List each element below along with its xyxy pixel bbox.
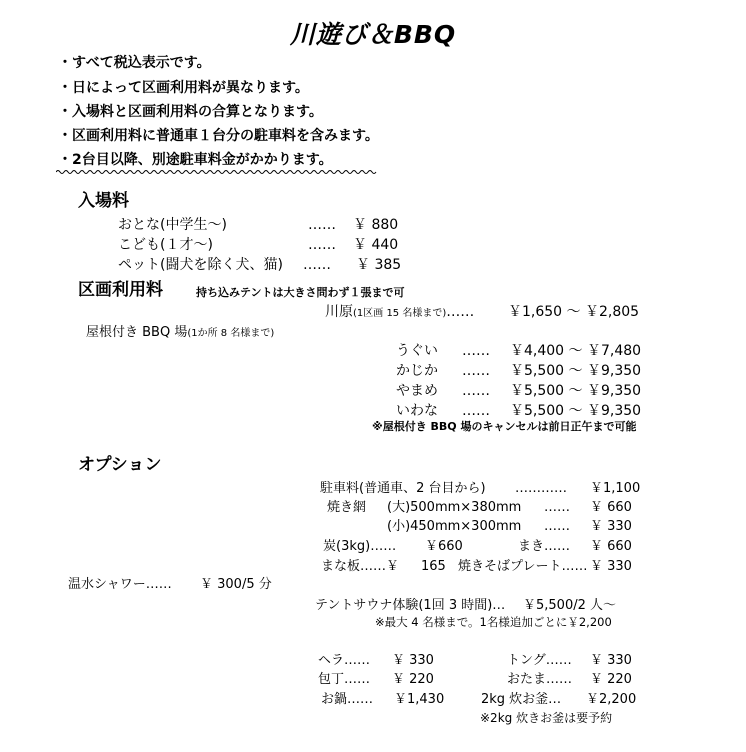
- note-item: ・区画利用料に普通車１台分の駐車料を含みます。: [58, 128, 379, 144]
- grill-small-price: ￥ 330: [590, 519, 632, 534]
- entry-dots: ……: [303, 257, 331, 273]
- knife-price: ￥ 220: [392, 672, 434, 687]
- roof-item-label: いわな: [396, 403, 438, 419]
- note-item: ・2台目以降、別途駐車料金がかかります。: [58, 152, 333, 168]
- charcoal-price: ￥660: [425, 539, 463, 554]
- hera-label: ヘラ……: [318, 653, 371, 668]
- board-price: 165: [421, 559, 446, 574]
- grill-large-price: ￥ 660: [590, 500, 632, 515]
- entry-price: ￥ 385: [356, 257, 402, 273]
- ladle-price: ￥ 220: [590, 672, 632, 687]
- cancel-note: ※屋根付き BBQ 場のキャンセルは前日正午まで可能: [372, 420, 637, 433]
- board-label: まな板……￥: [321, 559, 400, 574]
- entry-dots: ……: [308, 217, 336, 233]
- firewood-label: まき……: [518, 539, 571, 554]
- roof-label: [86, 326, 274, 339]
- wavy-underline: [56, 169, 378, 175]
- charcoal-label: 炭(3kg)……: [323, 539, 397, 554]
- entry-label: こども(１才～): [118, 237, 213, 253]
- kawahara-label: [325, 305, 474, 319]
- note-item: ・入場料と区画利用料の合算となります。: [58, 104, 323, 120]
- roof-item-dots: ……: [462, 363, 490, 379]
- roof-item-price: ￥5,500 ～ ￥9,350: [510, 363, 642, 379]
- sauna-label: テントサウナ体験(1回 3 時間)…: [315, 598, 506, 613]
- roof-item-price: ￥5,500 ～ ￥9,350: [510, 383, 642, 399]
- grill-small-label: (小)450mm×300mm: [387, 519, 522, 534]
- kawahara-capacity: (1区画 15 名様まで): [353, 308, 447, 319]
- knife-label: 包丁……: [318, 672, 371, 687]
- roof-item-price: ￥5,500 ～ ￥9,350: [510, 403, 642, 419]
- rice-note: ※2kg 炊きお釜は要予約: [480, 711, 613, 725]
- ladle-label: おたま……: [507, 672, 573, 687]
- yakisoba-price: ￥ 330: [590, 559, 632, 574]
- entry-label: おとな(中学生～): [118, 217, 227, 233]
- page-title: 川遊び＆BBQ: [289, 20, 457, 49]
- options-heading: オプション: [78, 455, 162, 475]
- sauna-note: ※最大 4 名様まで。1名様追加ごとに￥2,200: [375, 615, 612, 629]
- roof-item-label: うぐい: [396, 343, 438, 359]
- entry-dots: ……: [308, 237, 336, 253]
- roof-capacity: (1か所 8 名様まで): [187, 328, 275, 339]
- entry-heading: 入場料: [78, 191, 129, 211]
- kawahara-dots: ……: [446, 304, 475, 320]
- rice-label: 2kg 炊お釜…: [481, 692, 562, 707]
- yakisoba-label: 焼きそばプレート……: [458, 559, 588, 574]
- roof-item-label: かじか: [396, 363, 438, 379]
- tongs-label: トング……: [507, 653, 572, 668]
- note-item: ・すべて税込表示です。: [58, 55, 211, 71]
- roof-item-price: ￥4,400 ～ ￥7,480: [510, 343, 642, 359]
- grill-large-label: (大)500mm×380mm: [387, 500, 522, 515]
- parking-label: 駐車料(普通車、2 台目から): [320, 481, 486, 496]
- grill-label: 焼き網: [327, 500, 367, 515]
- section-heading: 区画利用料: [78, 280, 163, 300]
- note-item: ・日によって区画利用料が異なります。: [58, 80, 309, 96]
- parking-dots: …………: [515, 481, 567, 496]
- entry-price: ￥ 440: [353, 237, 399, 253]
- kawahara-name: 川原: [325, 304, 353, 320]
- roof-item-dots: ……: [462, 383, 490, 399]
- hera-price: ￥ 330: [392, 653, 434, 668]
- parking-price: ￥1,100: [590, 481, 641, 496]
- entry-label: ペット(闘犬を除く犬、猫): [118, 257, 283, 273]
- pot-price: ￥1,430: [394, 692, 445, 707]
- kawahara-price: ￥1,650 ～ ￥2,805: [508, 304, 640, 320]
- entry-price: ￥ 880: [353, 217, 399, 233]
- roof-item-label: やまめ: [396, 383, 438, 399]
- sauna-price: ￥5,500/2 人～: [523, 598, 616, 613]
- roof-name: 屋根付き BBQ 場: [86, 325, 188, 340]
- rice-price: ￥2,200: [586, 692, 637, 707]
- tongs-price: ￥ 330: [590, 653, 632, 668]
- shower-label: 温水シャワー……: [68, 577, 172, 592]
- roof-item-dots: ……: [462, 343, 490, 359]
- roof-item-dots: ……: [462, 403, 490, 419]
- shower-price: ￥ 300/5 分: [200, 577, 272, 592]
- pot-label: お鍋……: [321, 692, 374, 707]
- section-note: 持ち込みテントは大きさ問わず１張まで可: [196, 286, 405, 299]
- grill-large-dots: ……: [544, 500, 570, 515]
- grill-small-dots: ……: [544, 519, 570, 534]
- firewood-price: ￥ 660: [590, 539, 632, 554]
